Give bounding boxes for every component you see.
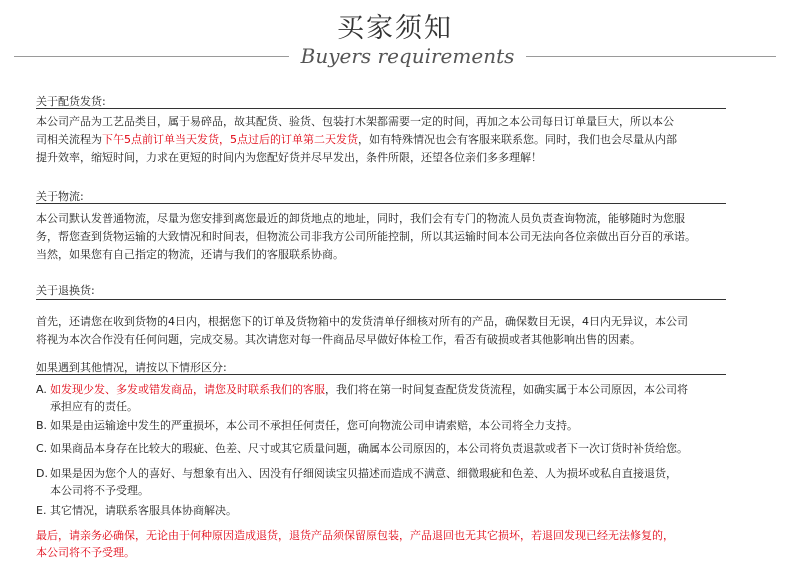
subtitle-divider-right: [526, 56, 776, 57]
case-a: [36, 381, 756, 415]
case-a-line-1: [36, 381, 756, 398]
case-e: [36, 502, 756, 519]
case-d: [36, 465, 756, 499]
case-a-text: ，我们将在第一时间复查配货发货流程，如确实属于本公司原因，本公司将: [325, 383, 688, 396]
logistics-text: [36, 210, 756, 264]
case-b: [36, 417, 756, 434]
case-a-highlight: 如发现少发、多发或错发商品，请您及时联系我们的客服: [50, 383, 325, 396]
logistics-divider: [36, 203, 726, 204]
case-e-text: 其它情况，请联系客服具体协商解决。: [50, 504, 237, 517]
final-note: [36, 527, 756, 561]
case-a-line-2: 承担应有的责任。: [50, 400, 138, 413]
returns-line-2: 将视为本次合作没有任何问题，完成交易。其次请您对每一件商品尽早做好体检工作，看否有破损或者其他影响出售的因素。: [36, 333, 641, 346]
case-b-text: 如果是由运输途中发生的严重损坏，本公司不承担任何责任，您可向物流公司申请索赔，本公司将全力支持。: [50, 419, 578, 432]
logistics-line-2: 务，帮您查到货物运输的大致情况和时间表，但物流公司非我方公司所能控制，所以其运输时间本公司无法向各位亲做出百分百的承诺。: [36, 230, 696, 243]
shipping-heading: 关于配货发货:: [36, 95, 106, 108]
shipping-line-2: [36, 131, 756, 149]
case-e-marker: E.: [36, 504, 47, 517]
returns-heading: 关于退换货:: [36, 284, 95, 297]
shipping-line-2b: ，如有特殊情况也会有客服来联系您。同时，我们也会尽量从内部: [358, 133, 677, 146]
cases-divider: [36, 374, 726, 375]
shipping-highlight: 下午5点前订单当天发货，5点过后的订单第二天发货: [102, 133, 358, 146]
shipping-text: [36, 113, 756, 167]
case-d-line-2: 本公司将不予受理。: [50, 484, 149, 497]
case-c-marker: C.: [36, 442, 48, 455]
case-a-marker: A.: [36, 383, 47, 396]
shipping-line-1: 本公司产品为工艺品类目，属于易碎品，故其配货、验货、包装打木架都需要一定的时间，再加之本公司每日订单量巨大，所以本公: [36, 115, 674, 128]
logistics-line-3: 当然，如果您有自己指定的物流，还请与我们的客服联系协商。: [36, 248, 344, 261]
shipping-line-2a: 司相关流程为: [36, 133, 102, 146]
shipping-divider: [36, 108, 726, 109]
returns-text: [36, 313, 756, 349]
case-d-line-1: [36, 465, 756, 482]
case-c: [36, 440, 756, 457]
subtitle-row: [14, 44, 776, 68]
final-note-line-1: 最后，请亲务必确保，无论由于何种原因造成退货，退货产品须保留原包装，产品退回也无其它损坏，若退回发现已经无法修复的，: [36, 529, 674, 542]
page-subtitle: Buyers requirements: [300, 44, 515, 68]
cases-heading: 如果遇到其他情况，请按以下情形区分:: [36, 361, 227, 374]
subtitle-divider-left: [14, 56, 289, 57]
returns-divider: [36, 299, 726, 300]
logistics-line-1: 本公司默认发普通物流，尽量为您安排到离您最近的卸货地点的地址，同时，我们会有专门的物流人员负责查询物流，能够随时为您服: [36, 212, 685, 225]
case-c-text: 如果商品本身存在比较大的瑕疵、色差、尺寸或其它质量问题，确属本公司原因的，本公司将负责退款或者下一次订货时补货给您。: [50, 442, 688, 455]
page-title: 买家须知: [337, 13, 453, 44]
final-note-line-2: 本公司将不予受理。: [36, 546, 135, 559]
case-b-marker: B.: [36, 419, 48, 432]
returns-line-1: 首先，还请您在收到货物的4日内，根据您下的订单及货物箱中的发货清单仔细核对所有的产品，确保数目无误，4日内无异议，本公司: [36, 315, 688, 328]
shipping-line-3: 提升效率，缩短时间，力求在更短的时间内为您配好货并尽早发出，条件所限，还望各位亲们多多理解！: [36, 151, 542, 164]
case-d-marker: D.: [36, 467, 48, 480]
logistics-heading: 关于物流:: [36, 190, 84, 203]
case-d-text: 如果是因为您个人的喜好、与想象有出入、因没有仔细阅读宝贝描述而造成不满意、细微瑕疵和色差、人为损坏或私自直接退货，: [50, 467, 677, 480]
